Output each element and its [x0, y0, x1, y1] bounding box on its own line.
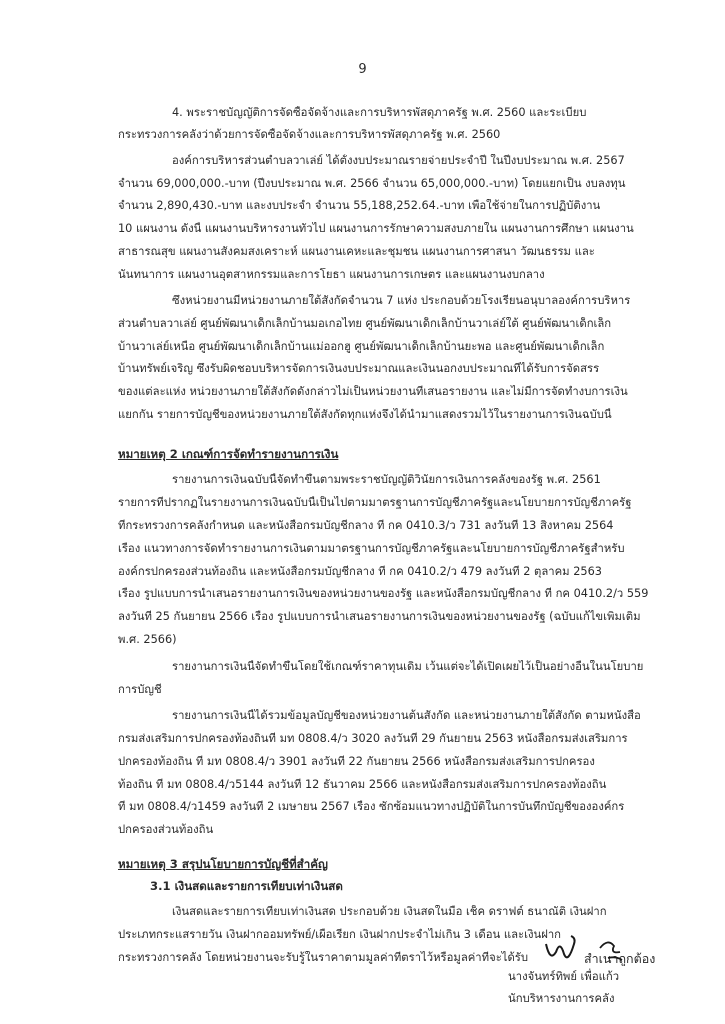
paragraph-line: องค์กรปกครองส่วนท้องถิ่น และหนังสือกรมบัญชีกลาง ที่ กค 0410.2/ว 479 ลงวันที่ 2 ตุลาคม 2563 — [118, 565, 602, 578]
paragraph-line: ปกครองท้องถิ่น ที่ มท 0808.4/ว 3901 ลงวันที่ 22 กันยายน 2566 หนังสือกรมส่งเสริมการปกครอง — [118, 755, 595, 768]
paragraph-line: รายงานการเงินนี้จัดทำขึ้นโดยใช้เกณฑ์ราคาทุนเดิม เว้นแต่จะได้เปิดเผยไว้เป็นอย่างอื่นในนโยบาย — [172, 660, 644, 673]
paragraph-line: รายงานการเงินฉบับนี้จัดทำขึ้นตามพระราชบัญญัติวินัยการเงินการคลังของรัฐ พ.ศ. 2561 — [172, 473, 601, 486]
paragraph-line: ที่ มท 0808.4/ว1459 ลงวันที่ 2 เมษายน 2567 เรื่อง ซักซ้อมแนวทางปฏิบัติในการบันทึกบัญชีขององค์กร — [118, 800, 625, 813]
signer-title: นักบริหารงานการคลัง — [508, 992, 615, 1005]
note-3-heading: หมายเหตุ 3 สรุปนโยบายการบัญชีที่สำคัญ — [118, 857, 328, 871]
paragraph-line: รายการที่ปรากฏในรายงานการเงินฉบับนี้เป็นไปตามมาตรฐานการบัญชีภาครัฐและนโยบายการบัญชีภาครัฐ — [118, 496, 632, 509]
paragraph-line: เรื่อง รูปแบบการนำเสนอรายงานการเงินของหน่วยงานของรัฐ และหนังสือกรมบัญชีกลาง ที่ กค 0410.2/ว 559 — [118, 587, 649, 600]
paragraph-line: ลงวันที่ 25 กันยายน 2566 เรื่อง รูปแบบการนำเสนอรายงานการเงินของหน่วยงานของรัฐ (ฉบับแก้ไขเพิ่มเติม — [118, 610, 641, 623]
paragraph-line: จำนวน 69,000,000.-บาท (ปีงบประมาณ พ.ศ. 2566 จำนวน 65,000,000.-บาท) โดยแยกเป็น งบลงทุน — [118, 177, 626, 190]
paragraph-line: กระทรวงการคลังว่าด้วยการจัดซื้อจัดจ้างและการบริหารพัสดุภาครัฐ พ.ศ. 2560 — [118, 128, 501, 141]
note-2-heading: หมายเหตุ 2 เกณฑ์การจัดทำรายงานการเงิน — [118, 447, 339, 461]
paragraph-line: จำนวน 2,890,430.-บาท และงบประจำ จำนวน 55,188,252.64.-บาท เพื่อใช้จ่ายในการปฏิบัติงาน — [118, 199, 601, 212]
page-number: 9 — [358, 62, 367, 77]
paragraph-line: 4. พระราชบัญญัติการจัดซื้อจัดจ้างและการบริหารพัสดุภาครัฐ พ.ศ. 2560 และระเบียบ — [172, 106, 587, 119]
note-3-subheading: 3.1 เงินสดและรายการเทียบเท่าเงินสด — [150, 879, 343, 893]
paragraph-line: ส่วนตำบลวาเล่ย์ ศูนย์พัฒนาเด็กเล็กบ้านมอเกอไทย ศูนย์พัฒนาเด็กเล็กบ้านวาเล่ย์ใต้ ศูนย์พัฒนาเด็กเล็ก — [118, 317, 612, 330]
paragraph-line: บ้านวาเล่ย์เหนือ ศูนย์พัฒนาเด็กเล็กบ้านแม่ออกฮู ศูนย์พัฒนาเด็กเล็กบ้านยะพอ และศูนย์พัฒนาเด็กเล็ก — [118, 340, 605, 353]
paragraph-line: แยกกัน รายการบัญชีของหน่วยงานภายใต้สังกัดทุกแห่งจึงได้นำมาแสดงรวมไว้ในรายงานการเงินฉบับนี้ — [118, 408, 612, 421]
paragraph-line: กระทรวงการคลัง โดยหน่วยงานจะรับรู้ในราคาตามมูลค่าที่ตราไว้หรือมูลค่าที่จะได้รับ — [118, 951, 529, 964]
paragraph-line: กรมส่งเสริมการปกครองท้องถิ่นที่ มท 0808.4/ว 3020 ลงวันที่ 29 กันยายน 2563 หนังสือกรมส่งเสริมการ — [118, 732, 628, 745]
paragraph-line: ของแต่ละแห่ง หน่วยงานภายใต้สังกัดดังกล่าวไม่เป็นหน่วยงานที่เสนอรายงาน และไม่มีการจัดทำงบการเงิน — [118, 385, 628, 398]
paragraph-line: การบัญชี — [118, 683, 162, 696]
paragraph-line: นันทนาการ แผนงานอุตสาหกรรมและการโยธา แผนงานการเกษตร และแผนงานงบกลาง — [118, 268, 545, 281]
paragraph-line: สาธารณสุข แผนงานสังคมสงเคราะห์ แผนงานเคหะและชุมชน แผนงานการศาสนา วัฒนธรรม และ — [118, 245, 595, 258]
paragraph-line: ปกครองส่วนท้องถิ่น — [118, 823, 214, 836]
paragraph-line: บ้านทรัพย์เจริญ ซึ่งรับผิดชอบบริหารจัดการเงินงบประมาณและเงินนอกงบประมาณที่ได้รับการจัดสรร — [118, 362, 600, 375]
handwritten-signature — [538, 930, 648, 966]
signer-name: นางจันทร์ทิพย์ เพื่อแก้ว — [508, 970, 620, 983]
paragraph-line: พ.ศ. 2566) — [118, 633, 177, 646]
paragraph-line: เงินสดและรายการเทียบเท่าเงินสด ประกอบด้วย เงินสดในมือ เช็ค ดราฟต์ ธนาณัติ เงินฝาก — [172, 905, 607, 918]
certified-copy-stamp: สำเนาถูกต้อง — [584, 952, 656, 966]
paragraph-line: รายงานการเงินนี้ได้รวมข้อมูลบัญชีของหน่วยงานต้นสังกัด และหน่วยงานภายใต้สังกัด ตามหนังสือ — [172, 709, 641, 722]
paragraph-line: ที่กระทรวงการคลังกำหนด และหนังสือกรมบัญชีกลาง ที่ กค 0410.3/ว 731 ลงวันที่ 13 สิงหาคม 2564 — [118, 519, 614, 532]
paragraph-line: ประเภทกระแสรายวัน เงินฝากออมทรัพย์/เผื่อเรียก เงินฝากประจำไม่เกิน 3 เดือน และเงินฝาก — [118, 928, 562, 941]
paragraph-line: 10 แผนงาน ดังนี้ แผนงานบริหารงานทั่วไป แผนงานการรักษาความสงบภายใน แผนงานการศึกษา แผนงาน — [118, 222, 634, 235]
paragraph-line: เรื่อง แนวทางการจัดทำรายงานการเงินตามมาตรฐานการบัญชีภาครัฐและนโยบายการบัญชีภาครัฐสำหรับ — [118, 542, 625, 555]
paragraph-line: องค์การบริหารส่วนตำบลวาเล่ย์ ได้ตั้งงบประมาณรายจ่ายประจำปี ในปีงบประมาณ พ.ศ. 2567 — [172, 154, 625, 167]
paragraph-line: ซึ่งหน่วยงานมีหน่วยงานภายใต้สังกัดจำนวน 7 แห่ง ประกอบด้วยโรงเรียนอนุบาลองค์การบริหาร — [172, 294, 631, 307]
paragraph-line: ท้องถิ่น ที่ มท 0808.4/ว5144 ลงวันที่ 12 ธันวาคม 2566 และหนังสือกรมส่งเสริมการปกครองท้องถิ่น — [118, 778, 607, 791]
